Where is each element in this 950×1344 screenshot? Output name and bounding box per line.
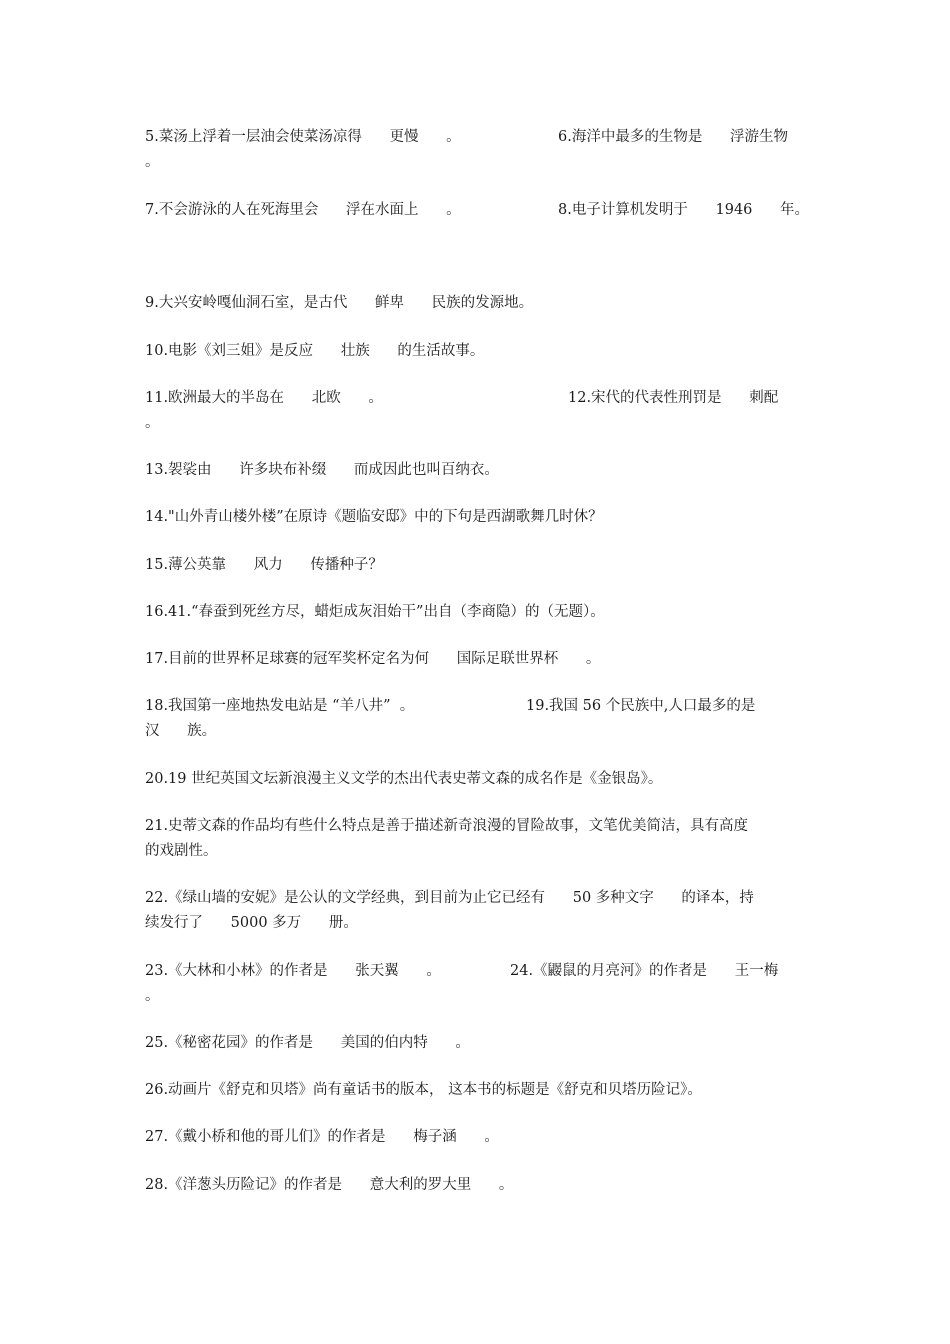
question-22: 22.《绿山墙的安妮》是公认的文学经典，到目前为止它已经有 50 多种文字 的译本，持 (145, 890, 754, 906)
question-20: 20.19 世纪英国文坛新浪漫主义文学的杰出代表史蒂文森的成名作是《金银岛》。 (145, 771, 663, 787)
question-16: 16.41.“春蚕到死丝方尽，蜡炬成灰泪始干”出自（李商隐）的（无题）。 (145, 604, 605, 620)
question-23: 23.《大林和小林》的作者是 张天翼 。 (145, 963, 441, 979)
question-21-cont: 的戏剧性。 (145, 843, 218, 859)
question-9: 9.大兴安岭嘎仙洞石室，是古代 鲜卑 民族的发源地。 (145, 295, 534, 311)
question-17: 17.目前的世界杯足球赛的冠军奖杯定名为何 国际足联世界杯 。 (145, 651, 601, 667)
question-22-cont: 续发行了 5000 多万 册。 (145, 915, 358, 931)
question-25: 25.《秘密花园》的作者是 美国的伯内特 。 (145, 1035, 470, 1051)
question-19: 19.我国 56 个民族中,人口最多的是 (526, 698, 756, 714)
question-11: 11.欧洲最大的半岛在 北欧 。 (145, 390, 383, 406)
question-10: 10.电影《刘三姐》是反应 壮族 的生活故事。 (145, 343, 485, 359)
question-15: 15.薄公英靠 风力 传播种子？ (145, 557, 383, 573)
question-24-end: 。 (145, 988, 160, 1004)
question-27: 27.《戴小桥和他的哥儿们》的作者是 梅子涵 。 (145, 1129, 499, 1145)
question-28: 28.《洋葱头历险记》的作者是 意大利的罗大里 。 (145, 1177, 514, 1193)
question-24: 24.《鼹鼠的月亮河》的作者是 王一梅 (510, 963, 779, 979)
question-5: 5.菜汤上浮着一层油会使菜汤凉得 更慢 。 (145, 129, 461, 145)
question-6-end: 。 (145, 154, 160, 170)
question-13: 13.袈裟由 许多块布补缀 而成因此也叫百纳衣。 (145, 462, 499, 478)
question-14: 14."山外青山楼外楼”在原诗《题临安邸》中的下句是西湖歌舞几时休？ (145, 509, 603, 525)
question-18: 18.我国第一座地热发电站是 “羊八井” 。 (145, 698, 415, 714)
question-7: 7.不会游泳的人在死海里会 浮在水面上 。 (145, 202, 461, 218)
question-26: 26.动画片《舒克和贝塔》尚有童话书的版本， 这本书的标题是《舒克和贝塔历险记》。 (145, 1082, 702, 1098)
question-21: 21.史蒂文森的作品均有些什么特点是善于描述新奇浪漫的冒险故事，文笔优美简洁，具有高度 (145, 818, 749, 834)
question-6: 6.海洋中最多的生物是 浮游生物 (558, 129, 788, 145)
question-19-end: 汉 族。 (145, 723, 217, 739)
question-12: 12.宋代的代表性刑罚是 刺配 (568, 390, 779, 406)
question-8: 8.电子计算机发明于 1946 年。 (558, 202, 810, 218)
question-12-end: 。 (145, 415, 160, 431)
